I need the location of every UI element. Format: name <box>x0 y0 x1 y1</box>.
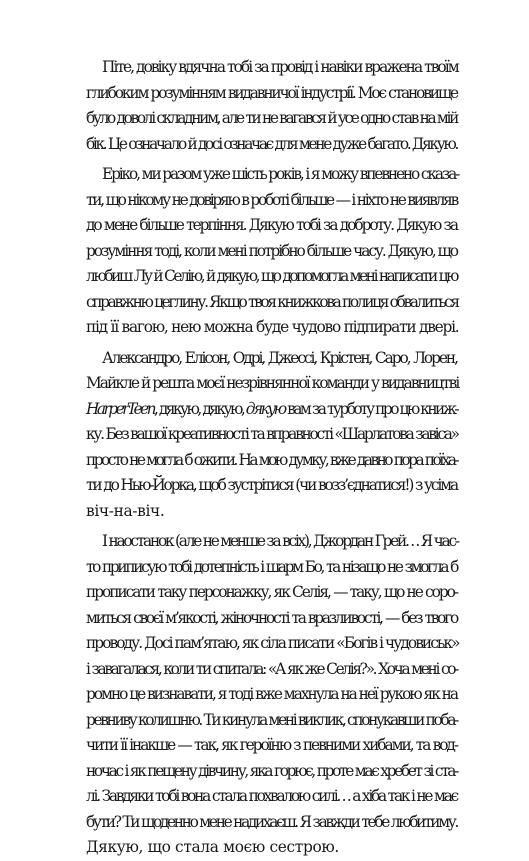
text-line: то приписую тобі дотепність і шарм Бо, та нізащо не змогла б <box>86 557 457 576</box>
text-line: ку. Без вашої креативності та вправності «Шарлатова завіса» <box>86 425 458 443</box>
text-line: проводу. Досі пам’ятаю, як сіла писати «Богів і чудовиськ» <box>86 634 459 652</box>
text-line: Піте, довіку вдячна тобі за провід і навіки вражена твоїм <box>102 58 458 76</box>
text-line: Александро, Елісон, Одрі, Джессі, Крістен, Саро, Лорен, <box>102 348 457 367</box>
text-fragment: , дякую, дякую, <box>153 399 246 418</box>
text-line: бік. Це означало й досі означає для мене дуже багато. Дякую. <box>86 134 457 153</box>
text-line: ти, що нікому не довіряю в роботі більше — і ніхто не виявляв <box>86 190 457 209</box>
text-line: ревниву колишню. Ти кинула мені виклик, спонукавши поба- <box>86 710 457 729</box>
text-line: Майкле й решта моєї незрівнянної команди у видавництві <box>86 374 459 392</box>
text-line: бути? Ти щоденно мене надихаєш. Я завжди тебе любитиму. <box>86 812 457 831</box>
text-line: миться своєї м’якості, жіночності та вразливості, — без твого <box>86 608 457 627</box>
text-line: до мене більше терпіння. Дякую тобі за доброту. Дякую за <box>86 216 457 234</box>
publisher-name: HarperTeen <box>86 399 154 418</box>
acknowledgements-text <box>86 55 457 861</box>
text-line: любиш Лу й Селію, й дякую, що допомогла мені написати цю <box>86 267 457 285</box>
emphasis-word: дякую <box>245 399 285 418</box>
text-line: чити її інакше — так, як героїню з певними хибами, та вод- <box>86 736 457 754</box>
text-line: ночас і як пещену дівчину, яка горює, проте має хребет зі ста- <box>86 761 457 780</box>
text-line: І наостанок (але не менше за всіх), Джордан Грей… Я час- <box>102 532 458 550</box>
text-line: прописати таку персонажку, як Селія, — таку, що не соро- <box>86 583 457 601</box>
text-line: і завагалася, коли ти спитала: «А як же Селія?». Хоча мені со- <box>86 659 457 678</box>
text-line: розуміння тоді, коли мені потрібно більше часу. Дякую, що <box>86 241 457 260</box>
text-line: Еріко, ми разом уже шість років, і я можу впевнено сказа- <box>102 165 459 183</box>
text-line: ромно це визнавати, я тоді вже махнула на неї рукою як на <box>86 685 457 703</box>
text-line: ти до Нью-Йорка, щоб зустрітися (чи возз’єднатися!) з усіма <box>86 476 457 494</box>
text-line: було доволі складним, але ти не вагався й усе одно став на мій <box>86 109 457 127</box>
text-line: під її вагою, нею можна буде чудово підпирати двері. <box>86 318 459 336</box>
text-line: глибоким розумінням видавничої індустрії. Моє становище <box>86 83 457 102</box>
text-fragment: вам за турботу про цю книж- <box>284 399 457 418</box>
text-line: віч-на-віч. <box>86 501 165 520</box>
text-line: просто не могла б ожити. На мою думку, вже давно пора поїха- <box>86 450 457 469</box>
text-line <box>86 397 457 423</box>
text-line: лі. Завдяки тобі вона стала похвалою силі… а хіба так і не має <box>86 787 457 805</box>
text-line: Дякую, що стала моєю сестрою. <box>86 838 339 856</box>
text-line: справжню цеглину. Якщо твоя книжкова полиця обвалиться <box>86 292 458 311</box>
